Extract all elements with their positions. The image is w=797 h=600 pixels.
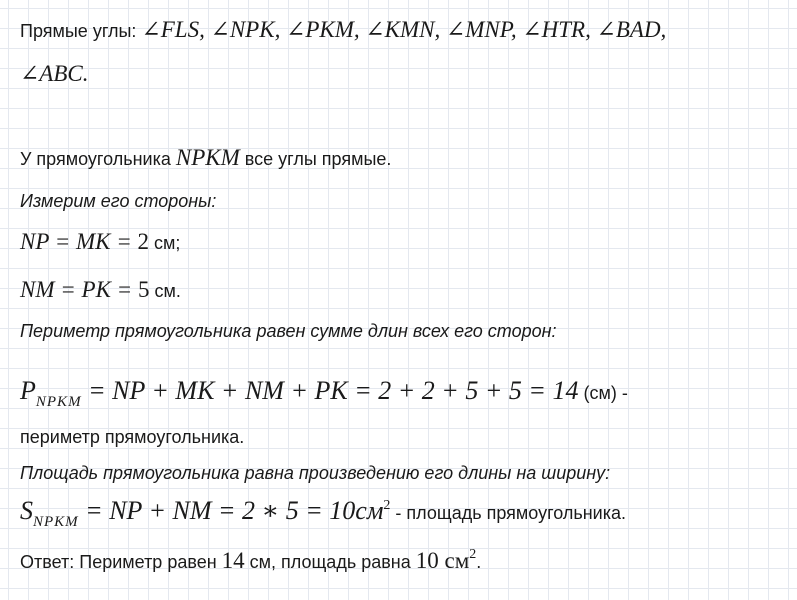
answer-perimeter-value: 14 (221, 548, 245, 573)
area-subscript: NPKM (33, 514, 79, 530)
perimeter-dash: - (616, 383, 628, 403)
perimeter-symbol: P (20, 376, 36, 405)
perimeter-expression: = NP + MK + NM + PK = 2 + 2 + 5 + 5 = 14 (81, 376, 579, 405)
measure-heading: Измерим его стороны: (20, 191, 217, 211)
area-caption: - площадь прямоугольника. (390, 503, 627, 523)
side-np-mk-value: 2 (137, 229, 150, 254)
rectangle-text-before: У прямоугольника (20, 149, 171, 169)
rectangle-text-after: все углы прямые. (244, 149, 392, 169)
side-np-mk (20, 230, 180, 253)
right-angles-list-end: ∠ABC. (20, 61, 89, 86)
area-symbol: S (20, 496, 33, 525)
area-heading: Площадь прямоугольника равна произведению его длины на ширину: (20, 463, 611, 483)
answer-end: . (476, 552, 482, 572)
perimeter-heading: Периметр прямоугольника равен сумме длин всех его сторон: (20, 321, 557, 341)
right-angles-line (20, 18, 666, 41)
answer-text-1: Ответ: Периметр равен (20, 552, 222, 572)
rectangle-statement (20, 146, 391, 169)
answer-text-2: см, площадь равна (244, 552, 416, 572)
perimeter-subscript: NPKM (35, 394, 82, 410)
perimeter-unit: (см) (578, 383, 617, 403)
area-formula (20, 498, 626, 530)
side-np-mk-unit: см; (149, 233, 181, 253)
answer-area-value: 10 см (415, 548, 470, 573)
answer-area-power: 2 (469, 547, 477, 562)
right-angles-list: ∠FLS, ∠NPK, ∠PKM, ∠KMN, ∠MNP, ∠HTR, ∠BAD, (141, 17, 667, 42)
perimeter-caption: периметр прямоугольника. (20, 427, 245, 447)
area-expression: = NP + NM = 2 ∗ 5 = 10см (78, 496, 384, 525)
side-nm-pk-value: 5 (137, 277, 150, 302)
right-angles-label: Прямые углы: (20, 21, 137, 41)
perimeter-formula (20, 378, 628, 410)
right-angles-line-2 (20, 62, 88, 85)
area-power: 2 (383, 498, 391, 513)
answer-line (20, 548, 481, 572)
side-nm-pk-unit: см. (149, 281, 181, 301)
side-np-mk-math: NP = MK = (20, 229, 138, 254)
side-nm-pk-math: NM = PK = (20, 277, 138, 302)
side-nm-pk (20, 278, 181, 301)
rectangle-name: NPKM (175, 145, 240, 170)
